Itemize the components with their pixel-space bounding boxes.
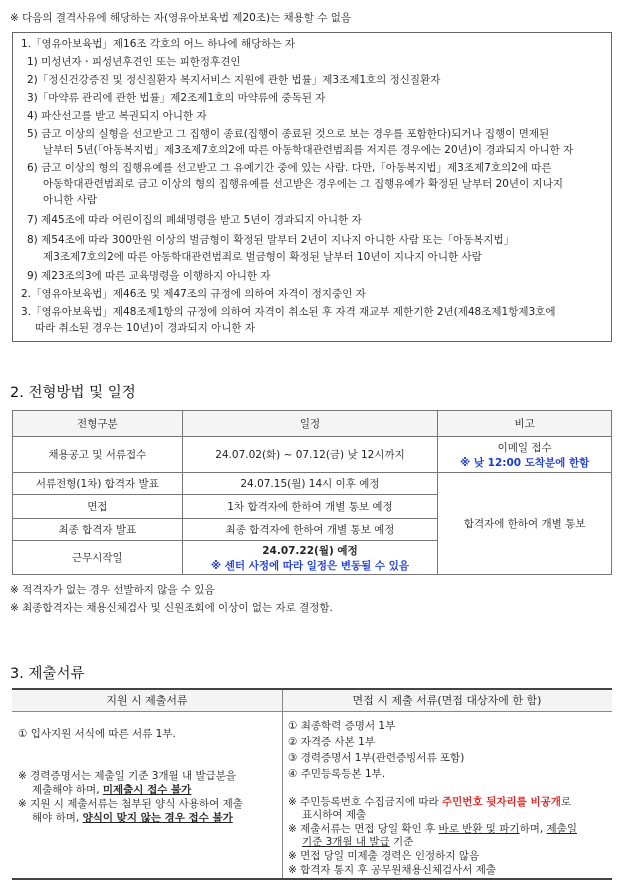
- disq-line: 3.「영유아보육법」제48조제1항의 규정에 의하여 자격이 취소된 후 자격 재교부 제한기한 2년(제48조제1항제3호에: [21, 306, 556, 318]
- left-note: ※ 지원 시 제출서류는 첨부된 양식 사용하여 제출: [18, 798, 243, 810]
- right-note-text: 하며,: [519, 823, 547, 835]
- stage-cell: 서류전형(1차) 합격자 발표: [13, 473, 183, 495]
- column-divider: [282, 690, 283, 878]
- disq-line: 6) 금고 이상의 형의 집행유예를 선고받고 그 유예기간 중에 있는 사람. 다만,「아동복지법」제3조제7호의2에 따른: [27, 162, 552, 174]
- right-note-red: 주민번호 뒷자리를 비공개: [442, 796, 561, 808]
- right-item: ③ 경력증명서 1부(관련증빙서류 포함): [288, 752, 465, 764]
- schedule-cell: 24.07.15(월) 14시 이후 예정: [182, 473, 438, 495]
- disq-line: 아동학대관련범죄로 금고 이상의 형의 집행유예를 선고받은 경우에는 그 집행유예가 확정된 날부터 20년이 지나지: [43, 178, 563, 190]
- left-note-emphasis: 양식이 맞지 않는 경우 접수 불가: [82, 812, 233, 824]
- left-note-text: 제출해야 하며,: [32, 784, 103, 796]
- disqualification-box: [12, 32, 612, 342]
- right-note-underline: 바로 반환 및 파기: [438, 823, 520, 835]
- stage-cell: 근무시작일: [13, 541, 183, 575]
- header-stage: 전형구분: [13, 411, 183, 437]
- right-item: ④ 주민등록등본 1부.: [288, 768, 386, 780]
- schedule-header-row: [13, 411, 612, 437]
- footnote: ※ 적격자가 없는 경우 선발하지 않을 수 있음: [10, 584, 215, 596]
- left-note-emphasis: 미제출시 접수 불가: [102, 784, 192, 796]
- left-note: [32, 812, 233, 825]
- schedule-cell: 최종 합격자에 한하여 개별 통보 예정: [182, 519, 438, 541]
- disq-line: 2)「정신건강증진 및 정신질환자 복지서비스 지원에 관한 법률」제3조제1호의 정신질환자: [27, 74, 441, 86]
- header-remark: 비고: [438, 411, 612, 437]
- schedule-cell: 24.07.02(화) ~ 07.12(금) 낮 12시까지: [182, 437, 438, 473]
- right-note: ※ 면접 당일 미제출 경력은 인정하지 않음: [288, 850, 480, 862]
- right-note-text: ※ 제출서류는 면접 당일 확인 후: [288, 823, 439, 835]
- left-note: [32, 784, 191, 797]
- top-note: ※ 다음의 결격사유에 해당하는 자(영유아보육법 제20조)는 채용할 수 없음: [10, 12, 352, 24]
- start-date: 24.07.22(월) 예정: [262, 544, 358, 557]
- stage-cell: 면접: [13, 495, 183, 519]
- left-item: ① 입사지원 서식에 따른 서류 1부.: [18, 728, 176, 740]
- right-note: [288, 823, 577, 836]
- left-note: ※ 경력증명서는 제출일 기준 3개월 내 발급분을: [18, 770, 237, 782]
- right-note: 표시하여 제출: [302, 809, 367, 821]
- start-date-note: ※ 센터 사정에 따라 일정은 변동될 수 있음: [210, 559, 410, 572]
- right-note-text: 기준: [389, 836, 414, 848]
- stage-cell: 최종 합격자 발표: [13, 519, 183, 541]
- right-note: ※ 합격자 통지 후 공무원채용신체검사서 제출: [288, 864, 497, 876]
- section-3-title: 3. 제출서류: [10, 666, 85, 682]
- right-note: [302, 836, 413, 849]
- schedule-table: [12, 410, 612, 575]
- remark-email-cell: [438, 437, 612, 473]
- disq-line: 1) 미성년자ㆍ피성년후견인 또는 피한정후견인: [27, 56, 241, 68]
- right-note-underline: 제출일: [546, 823, 577, 835]
- disq-line: 1.「영유아보육법」제16조 각호의 어느 하나에 해당하는 자: [21, 38, 296, 50]
- right-note-text: 로: [560, 796, 572, 808]
- table-row: [13, 437, 612, 473]
- right-header: 면접 시 제출 서류(면접 대상자에 한 함): [282, 690, 612, 712]
- documents-table: [12, 688, 612, 880]
- disq-line: 8) 제54조에 따라 300만원 이상의 벌금형이 확정된 말부터 2년이 지나지 아니한 사람 또는「아동복지법」: [27, 234, 515, 246]
- right-item: ① 최종학력 증명서 1부: [288, 720, 396, 732]
- table-row: [13, 473, 612, 495]
- disq-line: 5) 금고 이상의 실형을 선고받고 그 집행이 종료(집행이 종료된 것으로 보는 경우를 포함한다)되거나 집행이 면제된: [27, 128, 550, 140]
- disq-line: 제3조제7호의2에 따른 아동학대관련범죄로 벌금형이 확정된 날부터 10년이 지나지 아니한 사람: [43, 251, 482, 263]
- right-item: ② 자격증 사본 1부: [288, 736, 375, 748]
- header-schedule: 일정: [182, 411, 438, 437]
- remark-email-note: ※ 낮 12:00 도착분에 한함: [460, 456, 590, 469]
- disq-line: 날부터 5년(「아동복지법」제3조제7호의2에 따른 아동학대관련범죄를 저지른 경우에는 20년)이 경과되지 아니한 자: [43, 144, 574, 156]
- right-note: [288, 796, 571, 809]
- schedule-cell: [182, 541, 438, 575]
- right-note-text: ※ 주민등록번호 수집금지에 따라: [288, 796, 443, 808]
- disq-line: 4) 파산선고를 받고 복권되지 아니한 자: [27, 110, 207, 122]
- stage-cell: 채용공고 및 서류접수: [13, 437, 183, 473]
- remark-email: 이메일 접수: [497, 441, 552, 454]
- disq-line: 2.「영유아보육법」제46조 및 제47조의 규정에 의하여 자격이 정지중인 자: [21, 288, 366, 300]
- left-note-text: 해야 하며,: [32, 812, 83, 824]
- section-2-title: 2. 전형방법 및 일정: [10, 385, 136, 401]
- disq-line: 3)「마약류 관리에 관한 법률」제2조제1호의 마약류에 중독된 자: [27, 92, 326, 104]
- schedule-cell: 1차 합격자에 한하여 개별 통보 예정: [182, 495, 438, 519]
- left-header: 지원 시 제출서류: [12, 690, 282, 712]
- disq-line: 아니한 사람: [43, 194, 98, 206]
- footnote: ※ 최종합격자는 채용신체검사 및 신원조회에 이상이 없는 자로 결정함.: [10, 602, 333, 614]
- disq-line: 9) 제23조의3에 따른 교육명령을 이행하지 아니한 자: [27, 270, 271, 282]
- disq-line: 7) 제45조에 따라 어린이집의 폐쇄명령을 받고 5년이 경과되지 아니한 자: [27, 214, 362, 226]
- disq-line: 따라 취소된 경우는 10년)이 경과되지 아니한 자: [35, 322, 256, 334]
- remark-notice-cell: 합격자에 한하여 개별 통보: [438, 473, 612, 575]
- right-note-underline: 기준 3개월 내 발급: [302, 836, 390, 848]
